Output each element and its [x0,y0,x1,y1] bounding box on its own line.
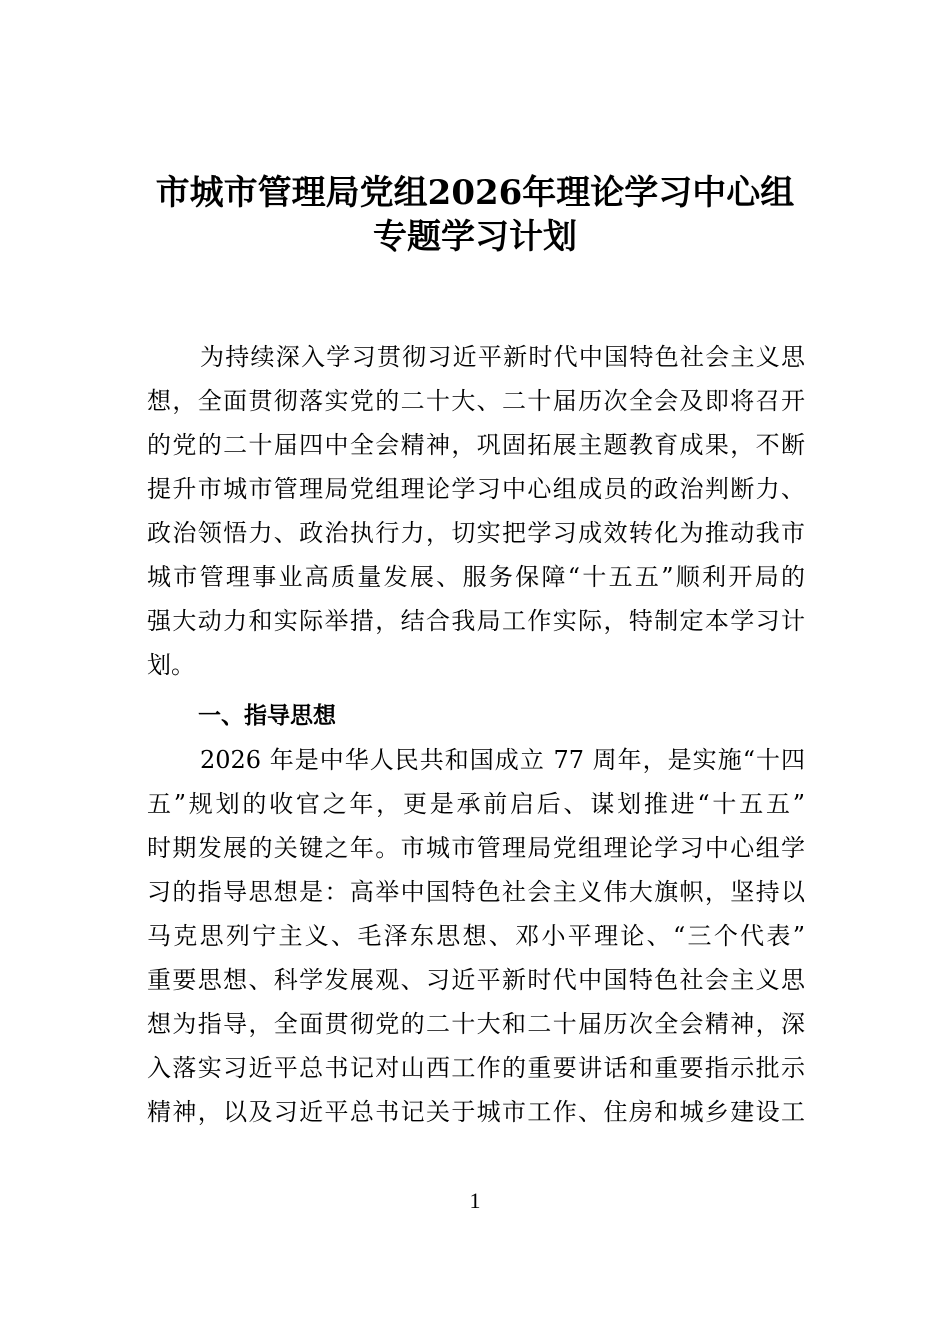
text-line: 城市管理事业高质量发展、服务保障“十五五”顺利开局的 [147,563,805,591]
text-line: 2026 年是中华人民共和国成立 77 周年，是实施“十四 [200,746,805,774]
text-line: 为持续深入学习贯彻习近平新时代中国特色社会主义思 [200,343,805,371]
text-line: 时期发展的关键之年。市城市管理局党组理论学习中心组学 [147,834,805,862]
text-line: 想为指导，全面贯彻党的二十大和二十届历次全会精神，深 [147,1010,805,1038]
paragraph-guiding-ideology [147,738,805,1134]
text-line: 精神，以及习近平总书记关于城市工作、住房和城乡建设工 [147,1098,805,1126]
text-line: 划。 [147,651,195,679]
section-heading-guiding-ideology: 一、指导思想 [198,703,336,729]
text-line: 习的指导思想是：高举中国特色社会主义伟大旗帜，坚持以 [147,878,805,906]
document-title-line-2: 专题学习计划 [373,217,577,257]
text-line: 入落实习近平总书记对山西工作的重要讲话和重要指示批示 [147,1054,805,1082]
document-title-line-1: 市城市管理局党组2026年理论学习中心组 [155,173,795,213]
text-line: 强大动力和实际举措，结合我局工作实际，特制定本学习计 [147,607,805,635]
text-line: 五”规划的收官之年，更是承前启后、谋划推进“十五五” [147,790,805,818]
paragraph-intro [147,335,805,687]
text-line: 重要思想、科学发展观、习近平新时代中国特色社会主义思 [147,966,805,994]
text-line: 政治领悟力、政治执行力，切实把学习成效转化为推动我市 [147,519,805,547]
text-line: 提升市城市管理局党组理论学习中心组成员的政治判断力、 [147,475,805,503]
text-line: 的党的二十届四中全会精神，巩固拓展主题教育成果，不断 [147,431,805,459]
text-line: 想，全面贯彻落实党的二十大、二十届历次全会及即将召开 [147,387,805,415]
page-number: 1 [469,1188,481,1213]
text-line: 马克思列宁主义、毛泽东思想、邓小平理论、“三个代表” [147,922,805,950]
